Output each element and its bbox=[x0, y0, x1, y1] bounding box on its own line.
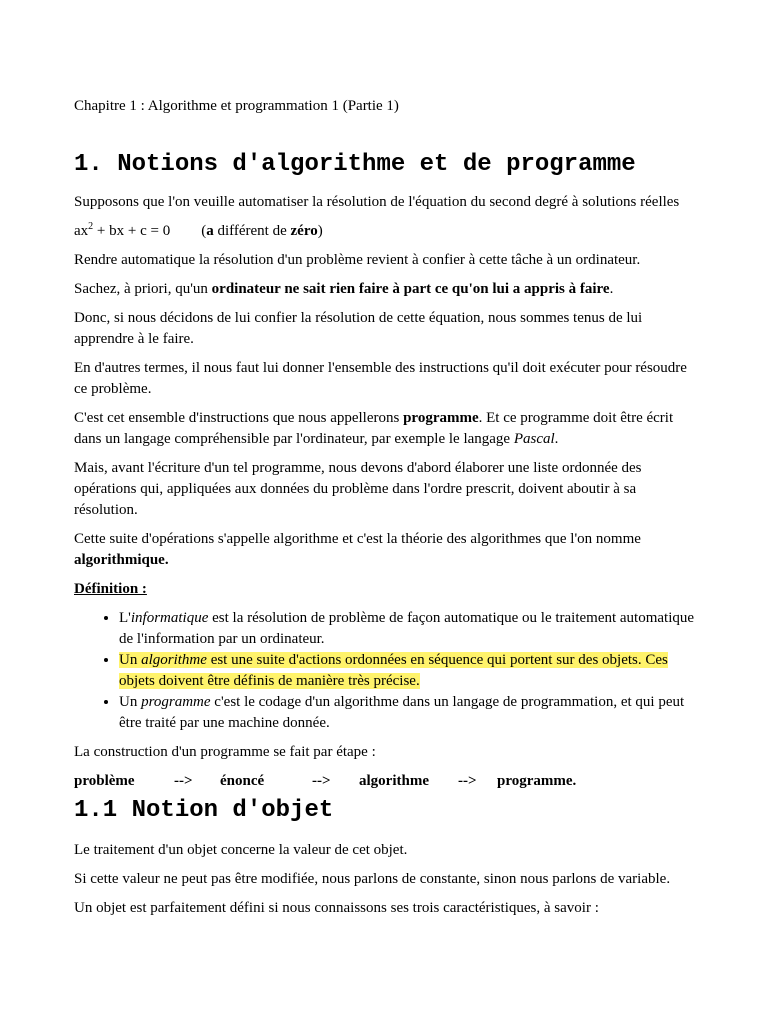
paragraph: En d'autres termes, il nous faut lui donner l'ensemble des instructions qu'il doit exécuter pour résoudre ce problème. bbox=[74, 360, 687, 397]
equation-note-close: ) bbox=[317, 223, 323, 239]
paragraph: Supposons que l'on veuille automatiser la résolution de l'équation du second degré à solutions réelles bbox=[74, 194, 680, 210]
italic-text: programme bbox=[141, 694, 211, 710]
equation-lhs: ax bbox=[74, 223, 89, 239]
paragraph bbox=[74, 279, 696, 300]
bold-text: programme bbox=[403, 410, 479, 426]
list-item bbox=[119, 650, 696, 692]
step-label: énoncé bbox=[220, 773, 265, 789]
list-item bbox=[119, 608, 696, 650]
equation-line bbox=[74, 221, 696, 242]
bold-text: ordinateur ne sait rien faire à part ce qu'on lui a appris à faire bbox=[211, 281, 610, 297]
step-label: programme. bbox=[497, 773, 577, 789]
equation-exponent: 2 bbox=[88, 221, 94, 232]
text-run: Cette suite d'opérations s'appelle algorithme et c'est la théorie des algorithmes que l'on nomme bbox=[74, 531, 641, 547]
definition-label-text: Définition : bbox=[74, 581, 147, 597]
italic-text: Pascal bbox=[513, 431, 555, 447]
paragraph: Donc, si nous décidons de lui confier la résolution de cette équation, nous sommes tenus de lui apprendre à le faire. bbox=[74, 310, 643, 347]
paragraph: Mais, avant l'écriture d'un tel programme, nous devons d'abord élaborer une liste ordonnée des opérations qui, appliquées aux données du problème dans l'ordre prescrit, doivent aboutir à sa résolution. bbox=[74, 460, 642, 518]
step-label: algorithme bbox=[359, 773, 429, 789]
arrow: --> bbox=[174, 773, 193, 789]
equation-note-open: ( bbox=[201, 223, 207, 239]
equation-note-middle: différent de bbox=[213, 223, 291, 239]
step-label: problème bbox=[74, 773, 135, 789]
paragraph bbox=[74, 408, 696, 450]
paragraph: La construction d'un programme se fait par étape : bbox=[74, 744, 376, 760]
process-steps bbox=[74, 771, 696, 792]
text-run: . bbox=[554, 431, 559, 447]
text-run: . bbox=[609, 281, 614, 297]
text-run: Un bbox=[119, 652, 142, 668]
text-run: C'est cet ensemble d'instructions que nous appellerons bbox=[74, 410, 404, 426]
equation-rhs: + bx + c = 0 bbox=[93, 223, 171, 239]
italic-text: algorithme bbox=[141, 652, 207, 668]
arrow: --> bbox=[312, 773, 331, 789]
section-heading: 1.1 Notion d'objet bbox=[74, 797, 334, 824]
paragraph: Un objet est parfaitement défini si nous connaissons ses trois caractéristiques, à savoir : bbox=[74, 900, 599, 916]
text-run: Sachez, à priori, qu'un bbox=[74, 281, 212, 297]
paragraph: Si cette valeur ne peut pas être modifiée, nous parlons de constante, sinon nous parlons de variable. bbox=[74, 871, 671, 887]
arrow: --> bbox=[458, 773, 477, 789]
text-run: Un bbox=[119, 694, 142, 710]
bold-text: algorithmique. bbox=[74, 552, 169, 568]
text-run: est la résolution de problème de façon automatique ou le traitement automatique de l'information par un ordinateur. bbox=[119, 610, 695, 647]
list-item bbox=[119, 692, 696, 734]
paragraph: Rendre automatique la résolution d'un problème revient à confier à cette tâche à un ordinateur. bbox=[74, 252, 641, 268]
italic-text: informatique bbox=[130, 610, 209, 626]
page-header: Chapitre 1 : Algorithme et programmation 1 (Partie 1) bbox=[74, 98, 399, 114]
text-run: . Et ce programme doit être écrit dans un langage compréhensible par l'ordinateur, par exemple le langage bbox=[74, 410, 674, 447]
document-body bbox=[74, 150, 696, 927]
text-run: est une suite d'actions ordonnées en séquence qui portent sur des objets. Ces objets doivent être définis de manière très précise. bbox=[119, 652, 668, 689]
highlighted-text bbox=[119, 652, 668, 689]
text-run: c'est le codage d'un algorithme dans un langage de programmation, et qui peut être traité par une machine donnée. bbox=[119, 694, 685, 731]
paragraph bbox=[74, 529, 696, 571]
equation-note-a: a bbox=[206, 223, 214, 239]
paragraph: Le traitement d'un objet concerne la valeur de cet objet. bbox=[74, 842, 408, 858]
definition-label bbox=[74, 579, 696, 600]
equation-note-zero: zéro bbox=[290, 223, 318, 239]
definition-list bbox=[74, 608, 696, 734]
section-heading: 1. Notions d'algorithme et de programme bbox=[74, 151, 636, 178]
text-run: L' bbox=[119, 610, 131, 626]
